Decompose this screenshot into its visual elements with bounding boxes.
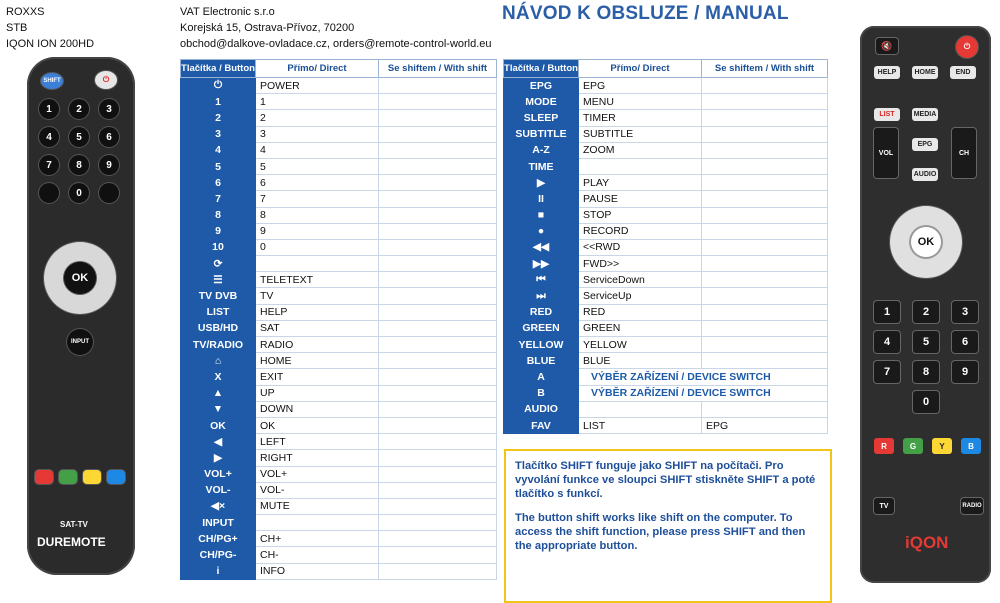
shift-cell xyxy=(702,401,828,417)
mapping-table-left xyxy=(180,59,497,580)
table-row xyxy=(181,78,497,94)
shift-cell xyxy=(702,337,828,353)
shift-cell: EPG xyxy=(702,417,828,433)
table-row xyxy=(504,175,828,191)
power-button[interactable]: ⏻ xyxy=(95,71,117,89)
table-row xyxy=(504,401,828,417)
digit-button[interactable]: 3 xyxy=(952,301,978,323)
direct-cell: UP xyxy=(256,385,379,401)
yellow-button[interactable]: Y xyxy=(932,438,952,454)
digit-button[interactable]: 7 xyxy=(874,361,900,383)
button-cell: 4 xyxy=(181,142,256,158)
shift-cell xyxy=(379,401,497,417)
shift-cell xyxy=(379,466,497,482)
button-cell: ⟳ xyxy=(181,256,256,272)
direct-cell xyxy=(579,401,702,417)
power-button[interactable]: ⏻ xyxy=(956,36,978,58)
direct-cell: STOP xyxy=(579,207,702,223)
table-row xyxy=(504,191,828,207)
table-row xyxy=(181,498,497,514)
shift-cell xyxy=(379,515,497,531)
header-shift: Se shiftem / With shift xyxy=(702,60,828,78)
shift-note-en: The button shift works like shift on the computer. To access the shift function, please press SHIFT and then the appropriate button. xyxy=(515,512,806,552)
direct-cell: TIMER xyxy=(579,110,702,126)
input-button[interactable]: INPUT xyxy=(67,329,93,355)
direct-cell: SAT xyxy=(256,320,379,336)
table-row xyxy=(181,191,497,207)
red-button[interactable]: R xyxy=(874,438,894,454)
header-shift: Se shiftem / With shift xyxy=(379,60,497,78)
table-row xyxy=(181,482,497,498)
direct-cell: INFO xyxy=(256,563,379,579)
epg-button[interactable]: EPG xyxy=(912,138,938,151)
button-cell: RED xyxy=(504,304,579,320)
digit-button[interactable]: 0 xyxy=(913,391,939,413)
button-cell: 2 xyxy=(181,110,256,126)
home-button[interactable]: HOME xyxy=(912,66,938,79)
table-row xyxy=(181,466,497,482)
button-cell: ▲ xyxy=(181,385,256,401)
digit-button[interactable]: 5 xyxy=(913,331,939,353)
direct-cell: RECORD xyxy=(579,223,702,239)
shift-cell xyxy=(702,94,828,110)
button-cell: ◀ xyxy=(181,434,256,450)
direct-cell: CH- xyxy=(256,547,379,563)
shift-cell xyxy=(702,110,828,126)
table-row xyxy=(504,337,828,353)
direct-cell: 2 xyxy=(256,110,379,126)
shift-cell xyxy=(379,337,497,353)
help-button[interactable]: HELP xyxy=(874,66,900,79)
header-direct: Přímo/ Direct xyxy=(579,60,702,78)
company-info xyxy=(180,4,492,52)
direct-cell: 7 xyxy=(256,191,379,207)
direct-cell: LEFT xyxy=(256,434,379,450)
table-row xyxy=(504,256,828,272)
button-cell: ▶ xyxy=(504,175,579,191)
shift-cell xyxy=(379,531,497,547)
shift-cell xyxy=(702,239,828,255)
shift-cell xyxy=(702,304,828,320)
button-cell: EPG xyxy=(504,78,579,94)
digit-button[interactable]: 7 xyxy=(39,155,59,175)
button-cell: TV DVB xyxy=(181,288,256,304)
shift-cell xyxy=(379,547,497,563)
button-cell: i xyxy=(181,563,256,579)
button-cell: TV/RADIO xyxy=(181,337,256,353)
shift-cell xyxy=(379,158,497,174)
shift-cell xyxy=(702,191,828,207)
table-row xyxy=(504,320,828,336)
direct-cell: RADIO xyxy=(256,337,379,353)
direct-cell: 0 xyxy=(256,239,379,255)
direct-cell: POWER xyxy=(256,78,379,94)
table-row xyxy=(181,94,497,110)
direct-cell: PLAY xyxy=(579,175,702,191)
shift-cell xyxy=(702,288,828,304)
table-row xyxy=(181,417,497,433)
button-cell: LIST xyxy=(181,304,256,320)
shift-cell xyxy=(379,288,497,304)
button-cell: 9 xyxy=(181,223,256,239)
button-cell: 6 xyxy=(181,175,256,191)
direct-cell: RIGHT xyxy=(256,450,379,466)
header-direct: Přímo/ Direct xyxy=(256,60,379,78)
direct-cell: ServiceDown xyxy=(579,272,702,288)
direct-cell: FWD>> xyxy=(579,256,702,272)
shift-cell xyxy=(702,78,828,94)
table-row xyxy=(181,320,497,336)
button-cell: ● xyxy=(504,223,579,239)
green-button[interactable] xyxy=(59,470,77,484)
digit-button[interactable]: 1 xyxy=(874,301,900,323)
direct-cell: BLUE xyxy=(579,353,702,369)
direct-cell: 4 xyxy=(256,142,379,158)
button-cell: ⏭ xyxy=(504,288,579,304)
shift-cell xyxy=(702,142,828,158)
direct-cell: HELP xyxy=(256,304,379,320)
direct-cell: ServiceUp xyxy=(579,288,702,304)
button-cell: USB/HD xyxy=(181,320,256,336)
button-cell: ⌂ xyxy=(181,353,256,369)
table-row xyxy=(181,337,497,353)
shift-cell xyxy=(379,94,497,110)
button-cell: GREEN xyxy=(504,320,579,336)
shift-cell xyxy=(379,126,497,142)
table-row xyxy=(181,563,497,579)
button-cell: CH/PG+ xyxy=(181,531,256,547)
direct-cell: EXIT xyxy=(256,369,379,385)
shift-cell xyxy=(379,175,497,191)
direct-cell: MUTE xyxy=(256,498,379,514)
red-button[interactable] xyxy=(35,470,53,484)
table-row xyxy=(504,158,828,174)
header-button: Tlačítka / Button xyxy=(504,60,579,78)
shift-cell xyxy=(702,175,828,191)
table-row xyxy=(181,272,497,288)
button-cell: ◀◀ xyxy=(504,239,579,255)
direct-cell: ZOOM xyxy=(579,142,702,158)
ok-button[interactable]: OK xyxy=(64,262,96,294)
direct-cell: 5 xyxy=(256,158,379,174)
direct-cell xyxy=(256,515,379,531)
digit-button[interactable]: 8 xyxy=(69,155,89,175)
shift-cell xyxy=(379,482,497,498)
shift-cell xyxy=(379,78,497,94)
table-row xyxy=(181,158,497,174)
function-cell: VÝBĚR ZAŘÍZENÍ / DEVICE SWITCH xyxy=(579,385,828,401)
shift-cell xyxy=(379,369,497,385)
direct-cell: MENU xyxy=(579,94,702,110)
digit-button[interactable]: 1 xyxy=(39,99,59,119)
remote-model-label: SAT-TV xyxy=(60,520,88,529)
shift-button[interactable]: SHIFT xyxy=(41,73,63,89)
company-emails: obchod@dalkove-ovladace.cz, orders@remote-control-world.eu xyxy=(180,38,492,50)
table-row xyxy=(504,288,828,304)
end-button[interactable]: END xyxy=(950,66,976,79)
shift-cell xyxy=(379,256,497,272)
remote-brand-logo: iQON xyxy=(905,533,949,552)
table-row xyxy=(504,239,828,255)
direct-cell: VOL- xyxy=(256,482,379,498)
table-row xyxy=(181,175,497,191)
direct-cell: 8 xyxy=(256,207,379,223)
direct-cell: YELLOW xyxy=(579,337,702,353)
yellow-button[interactable] xyxy=(83,470,101,484)
shift-cell xyxy=(702,256,828,272)
digit-button[interactable]: 9 xyxy=(99,155,119,175)
mapping-table-right xyxy=(503,59,828,434)
table-row xyxy=(181,353,497,369)
button-cell: 8 xyxy=(181,207,256,223)
direct-cell xyxy=(256,256,379,272)
direct-cell: 6 xyxy=(256,175,379,191)
table-row xyxy=(504,207,828,223)
table-row xyxy=(504,369,828,385)
direct-cell: TELETEXT xyxy=(256,272,379,288)
button-cell: 3 xyxy=(181,126,256,142)
table-row xyxy=(181,239,497,255)
button-cell: ⏻ xyxy=(181,78,256,94)
digit-button[interactable] xyxy=(39,183,59,203)
shift-cell xyxy=(702,126,828,142)
shift-cell xyxy=(379,191,497,207)
table-row xyxy=(181,256,497,272)
radio-button[interactable]: RADIO xyxy=(961,498,983,514)
digit-button[interactable]: 5 xyxy=(69,127,89,147)
table-row xyxy=(181,450,497,466)
table-row xyxy=(181,531,497,547)
direct-cell: PAUSE xyxy=(579,191,702,207)
table-row xyxy=(181,304,497,320)
button-cell: 5 xyxy=(181,158,256,174)
button-cell: ▼ xyxy=(181,401,256,417)
table-row xyxy=(181,369,497,385)
button-cell: FAV xyxy=(504,417,579,433)
table-row xyxy=(504,353,828,369)
direct-cell xyxy=(579,158,702,174)
remote-iqon xyxy=(860,26,991,583)
direct-cell: SUBTITLE xyxy=(579,126,702,142)
company-name: VAT Electronic s.r.o xyxy=(180,6,275,18)
button-cell: A-Z xyxy=(504,142,579,158)
table-row xyxy=(504,417,828,433)
table-header xyxy=(181,60,497,78)
table-row xyxy=(181,207,497,223)
button-cell: AUDIO xyxy=(504,401,579,417)
ok-button[interactable]: OK xyxy=(911,227,941,257)
shift-cell xyxy=(379,417,497,433)
digit-button[interactable] xyxy=(99,183,119,203)
direct-cell: CH+ xyxy=(256,531,379,547)
digit-button[interactable]: 0 xyxy=(69,183,89,203)
table-row xyxy=(181,110,497,126)
direct-cell: 3 xyxy=(256,126,379,142)
ch-rocker[interactable]: CH xyxy=(952,128,976,178)
button-cell: SUBTITLE xyxy=(504,126,579,142)
direct-cell: DOWN xyxy=(256,401,379,417)
shift-cell xyxy=(702,320,828,336)
shift-cell xyxy=(379,207,497,223)
digit-button[interactable]: 4 xyxy=(39,127,59,147)
shift-cell xyxy=(379,385,497,401)
shift-cell xyxy=(379,434,497,450)
shift-cell xyxy=(379,450,497,466)
table-row xyxy=(181,126,497,142)
digit-button[interactable]: 8 xyxy=(913,361,939,383)
company-address: Korejská 15, Ostrava-Přívoz, 70200 xyxy=(180,22,355,34)
blue-button[interactable] xyxy=(107,470,125,484)
direct-cell: OK xyxy=(256,417,379,433)
shift-cell xyxy=(379,223,497,239)
page-title: NÁVOD K OBSLUZE / MANUAL xyxy=(502,3,789,24)
table-row xyxy=(504,126,828,142)
table-row xyxy=(504,142,828,158)
button-cell: CH/PG- xyxy=(181,547,256,563)
table-row xyxy=(181,547,497,563)
table-row xyxy=(181,142,497,158)
shift-cell xyxy=(379,239,497,255)
shift-cell xyxy=(702,353,828,369)
table-row xyxy=(504,385,828,401)
button-cell: 7 xyxy=(181,191,256,207)
button-cell: ▶▶ xyxy=(504,256,579,272)
table-row xyxy=(504,304,828,320)
digit-button[interactable]: 2 xyxy=(69,99,89,119)
table-row xyxy=(181,385,497,401)
button-cell: BLUE xyxy=(504,353,579,369)
table-row xyxy=(181,223,497,239)
digit-button[interactable]: 6 xyxy=(952,331,978,353)
button-cell: A xyxy=(504,369,579,385)
direct-cell: VOL+ xyxy=(256,466,379,482)
direct-cell: EPG xyxy=(579,78,702,94)
direct-cell: RED xyxy=(579,304,702,320)
media-button[interactable]: MEDIA xyxy=(912,108,938,121)
direct-cell: LIST xyxy=(579,417,702,433)
shift-cell xyxy=(702,158,828,174)
vol-rocker[interactable]: VOL xyxy=(874,128,898,178)
digit-button[interactable]: 2 xyxy=(913,301,939,323)
table-row xyxy=(504,272,828,288)
direct-cell: HOME xyxy=(256,353,379,369)
button-cell: ⏮ xyxy=(504,272,579,288)
list-button[interactable]: LIST xyxy=(874,108,900,121)
button-cell: ◀× xyxy=(181,498,256,514)
direct-cell: TV xyxy=(256,288,379,304)
shift-cell xyxy=(702,272,828,288)
remote-duremote xyxy=(27,57,135,575)
button-cell: X xyxy=(181,369,256,385)
table-row xyxy=(504,94,828,110)
shift-note-cz: Tlačítko SHIFT funguje jako SHIFT na počítači. Pro vyvolání funkce ve sloupci SHIFT stiskněte SHIFT a poté tlačítko s funkcí. xyxy=(515,460,816,500)
table-row xyxy=(504,223,828,239)
button-cell: INPUT xyxy=(181,515,256,531)
button-cell: TIME xyxy=(504,158,579,174)
shift-note xyxy=(504,449,832,603)
button-cell: MODE xyxy=(504,94,579,110)
direct-cell: GREEN xyxy=(579,320,702,336)
shift-cell xyxy=(702,223,828,239)
button-cell: 10 xyxy=(181,239,256,255)
shift-cell xyxy=(379,353,497,369)
table-row xyxy=(181,434,497,450)
table-row xyxy=(181,401,497,417)
direct-cell: 9 xyxy=(256,223,379,239)
button-cell: B xyxy=(504,385,579,401)
button-cell: ☰ xyxy=(181,272,256,288)
audio-button[interactable]: AUDIO xyxy=(912,168,938,181)
table-row xyxy=(504,110,828,126)
shift-cell xyxy=(379,304,497,320)
direct-cell: 1 xyxy=(256,94,379,110)
button-cell: OK xyxy=(181,417,256,433)
device-brand: ROXXS xyxy=(6,6,45,18)
header-button: Tlačítka / Button xyxy=(181,60,256,78)
shift-cell xyxy=(379,320,497,336)
table-row xyxy=(504,78,828,94)
button-cell: YELLOW xyxy=(504,337,579,353)
digit-button[interactable]: 3 xyxy=(99,99,119,119)
shift-cell xyxy=(702,207,828,223)
button-cell: VOL+ xyxy=(181,466,256,482)
shift-cell xyxy=(379,272,497,288)
device-model: IQON ION 200HD xyxy=(6,38,95,50)
shift-cell xyxy=(379,563,497,579)
table-row xyxy=(181,288,497,304)
digit-button[interactable]: 9 xyxy=(952,361,978,383)
device-info xyxy=(6,4,94,52)
blue-button[interactable]: B xyxy=(961,438,981,454)
remote-brand-logo: DUREMOTE xyxy=(37,535,106,549)
direct-cell: <<RWD xyxy=(579,239,702,255)
button-cell: VOL- xyxy=(181,482,256,498)
tv-button[interactable]: TV xyxy=(874,498,894,514)
shift-cell xyxy=(379,498,497,514)
device-type: STB xyxy=(6,22,28,34)
button-cell: II xyxy=(504,191,579,207)
shift-cell xyxy=(379,110,497,126)
mute-button[interactable]: 🔇 xyxy=(876,38,898,54)
shift-cell xyxy=(379,142,497,158)
table-header xyxy=(504,60,828,78)
button-cell: SLEEP xyxy=(504,110,579,126)
button-cell: ■ xyxy=(504,207,579,223)
function-cell: VÝBĚR ZAŘÍZENÍ / DEVICE SWITCH xyxy=(579,369,828,385)
table-row xyxy=(181,515,497,531)
green-button[interactable]: G xyxy=(903,438,923,454)
digit-button[interactable]: 4 xyxy=(874,331,900,353)
digit-button[interactable]: 6 xyxy=(99,127,119,147)
button-cell: ▶ xyxy=(181,450,256,466)
button-cell: 1 xyxy=(181,94,256,110)
